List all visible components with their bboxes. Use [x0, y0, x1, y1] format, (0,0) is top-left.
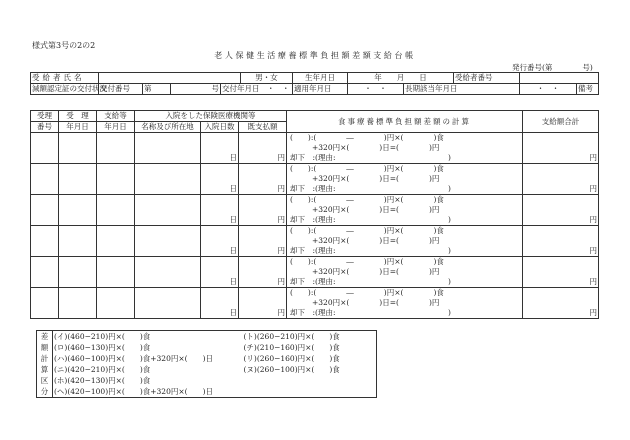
- yen-unit: 円: [277, 277, 285, 286]
- row-receipt-date-field[interactable]: [59, 257, 97, 288]
- diff-label-char: 計: [37, 353, 53, 364]
- diff-label-char: 差: [37, 331, 53, 343]
- yen-unit: 円: [589, 215, 597, 224]
- table-row: [31, 195, 599, 226]
- row-days-field[interactable]: [201, 226, 239, 257]
- calc-line-meals: ( ):( ― )円×( )食: [290, 226, 444, 235]
- row-total-field[interactable]: [523, 257, 599, 288]
- diff-calc-table: [36, 330, 377, 398]
- calc-line-reject: 却下 :(理由: ): [290, 153, 451, 162]
- recipient-header-table: [30, 72, 599, 95]
- col-calc: 食事療養標準負担額差額の計算: [287, 111, 523, 133]
- calc-line-meals: ( ):( ― )円×( )食: [290, 133, 444, 142]
- row-number-field[interactable]: [31, 288, 59, 319]
- diff-left-item[interactable]: (イ)(460−210)円×( )食: [53, 331, 243, 343]
- row-paid-field[interactable]: [239, 226, 287, 257]
- cert-status-label: 減額認定証の交付状況: [32, 84, 107, 93]
- diff-right-item[interactable]: (ト)(260−210)円×( )食: [243, 331, 377, 343]
- day-unit: 日: [229, 308, 237, 317]
- table-row: [31, 226, 599, 257]
- col-days: 入院日数: [201, 122, 239, 133]
- row-hospital-field[interactable]: [135, 257, 201, 288]
- yen-unit: 円: [277, 215, 285, 224]
- diff-left-item[interactable]: (ホ)(420−130)円×( )食: [53, 375, 243, 386]
- col-hospital-group: 入院をした保険医療機関等: [135, 111, 287, 122]
- diff-label-char: 区: [37, 375, 53, 386]
- diff-left-item[interactable]: (ニ)(420−210)円×( )食: [53, 364, 243, 375]
- payment-ledger-table: [30, 110, 599, 319]
- table-row: [31, 257, 599, 288]
- calc-line-days: +320円×( )日=( )円: [312, 298, 440, 307]
- yen-unit: 円: [589, 184, 597, 193]
- diff-row: [37, 353, 377, 364]
- birthdate-label: 生年月日: [293, 73, 348, 84]
- row-hospital-field[interactable]: [135, 226, 201, 257]
- recipient-name-label: 受給者氏名: [31, 73, 99, 84]
- row-paid-field[interactable]: [239, 195, 287, 226]
- calc-line-reject: 却下 :(理由: ): [290, 246, 451, 255]
- recipient-name-field[interactable]: [99, 73, 241, 84]
- col-total: 支給額合計: [523, 111, 599, 133]
- issue-number-label: 交付番号: [99, 84, 143, 95]
- row-pay-date-field[interactable]: [97, 226, 135, 257]
- apply-date-label: 適用年月日: [293, 84, 348, 95]
- row-total-field[interactable]: [523, 226, 599, 257]
- diff-left-item[interactable]: (ヘ)(420−100)円×( )食+320円×( )日: [53, 386, 243, 398]
- row-number-field[interactable]: [31, 164, 59, 195]
- day-unit: 日: [229, 215, 237, 224]
- calc-line-days: +320円×( )日=( )円: [312, 205, 440, 214]
- calc-line-days: +320円×( )日=( )円: [312, 174, 440, 183]
- row-calc-cell[interactable]: [287, 164, 523, 195]
- row-number-field[interactable]: [31, 195, 59, 226]
- row-days-field[interactable]: [201, 133, 239, 164]
- row-calc-cell[interactable]: [287, 257, 523, 288]
- col-pay-etc: 支給等: [97, 111, 135, 122]
- yen-unit: 円: [277, 184, 285, 193]
- day-unit: 日: [229, 184, 237, 193]
- row-total-field[interactable]: [523, 164, 599, 195]
- row-hospital-field[interactable]: [135, 164, 201, 195]
- row-days-field[interactable]: [201, 195, 239, 226]
- calc-line-reject: 却下 :(理由: ): [290, 215, 451, 224]
- diff-row: [37, 386, 377, 398]
- yen-unit: 円: [589, 308, 597, 317]
- apply-date-field[interactable]: ・ ・: [348, 84, 404, 95]
- row-paid-field[interactable]: [239, 164, 287, 195]
- page-title: 老人保健生活療養標準負担額差額支給台帳: [214, 51, 416, 60]
- issue-number-field[interactable]: 号: [171, 84, 221, 95]
- col-pay-ymd: 年月日: [97, 122, 135, 133]
- row-pay-date-field[interactable]: [97, 257, 135, 288]
- calc-line-reject: 却下 :(理由: ): [290, 277, 451, 286]
- diff-right-item[interactable]: (ヌ)(260−100)円×( )食: [243, 364, 377, 375]
- row-receipt-date-field[interactable]: [59, 226, 97, 257]
- yen-unit: 円: [277, 308, 285, 317]
- row-number-field[interactable]: [31, 133, 59, 164]
- diff-label-char: 分: [37, 386, 53, 398]
- table-row: [31, 288, 599, 319]
- diff-row: [37, 375, 377, 386]
- yen-unit: 円: [277, 153, 285, 162]
- row-hospital-field[interactable]: [135, 288, 201, 319]
- calc-line-reject: 却下 :(理由: ): [290, 184, 451, 193]
- row-calc-cell[interactable]: [287, 133, 523, 164]
- form-number: 様式第3号の2の2: [32, 41, 96, 50]
- diff-row: [37, 331, 377, 343]
- diff-row: [37, 342, 377, 353]
- row-paid-field[interactable]: [239, 257, 287, 288]
- diff-left-item[interactable]: (ロ)(460−130)円×( )食: [53, 342, 243, 353]
- issue-date-label: 交付年月日 ・ ・: [221, 84, 293, 95]
- calc-line-meals: ( ):( ― )円×( )食: [290, 257, 444, 266]
- row-days-field[interactable]: [201, 288, 239, 319]
- day-unit: 日: [229, 153, 237, 162]
- col-receipt-ymd: 年月日: [59, 122, 97, 133]
- remarks-label: 備考: [577, 84, 599, 95]
- calc-line-days: +320円×( )日=( )円: [312, 236, 440, 245]
- diff-right-item[interactable]: [243, 375, 377, 386]
- issue-number: 発行番号(第 号): [512, 63, 593, 72]
- long-stay-date-field[interactable]: ・ ・: [520, 84, 577, 95]
- col-paid: 既支払額: [239, 122, 287, 133]
- row-receipt-date-field[interactable]: [59, 195, 97, 226]
- calc-line-meals: ( ):( ― )円×( )食: [290, 195, 444, 204]
- table-row: [31, 164, 599, 195]
- col-receipt2: 受 理: [59, 111, 97, 122]
- row-number-field[interactable]: [31, 257, 59, 288]
- calc-line-meals: ( ):( ― )円×( )食: [290, 288, 444, 297]
- recipient-number-label: 受給者番号: [454, 73, 520, 84]
- diff-label-char: 額: [37, 342, 53, 353]
- row-total-field[interactable]: [523, 195, 599, 226]
- row-calc-cell[interactable]: [287, 288, 523, 319]
- recipient-number-field[interactable]: [520, 73, 599, 84]
- calc-line-meals: ( ):( ― )円×( )食: [290, 164, 444, 173]
- row-receipt-date-field[interactable]: [59, 164, 97, 195]
- row-paid-field[interactable]: [239, 288, 287, 319]
- row-calc-cell[interactable]: [287, 226, 523, 257]
- row-days-field[interactable]: [201, 257, 239, 288]
- row-pay-date-field[interactable]: [97, 164, 135, 195]
- birthdate-field[interactable]: 年 月 日: [348, 73, 454, 84]
- dai-label: 第: [143, 84, 171, 95]
- row-pay-date-field[interactable]: [97, 195, 135, 226]
- row-days-field[interactable]: [201, 164, 239, 195]
- diff-right-item[interactable]: (リ)(260−160)円×( )食: [243, 353, 377, 364]
- col-name-location: 名称及び所在地: [135, 122, 201, 133]
- diff-row: [37, 364, 377, 375]
- diff-right-item[interactable]: (チ)(210−160)円×( )食: [243, 342, 377, 353]
- row-total-field[interactable]: [523, 288, 599, 319]
- diff-right-item[interactable]: [243, 386, 377, 398]
- calc-line-days: +320円×( )日=( )円: [312, 143, 440, 152]
- row-paid-field[interactable]: [239, 133, 287, 164]
- row-pay-date-field[interactable]: [97, 133, 135, 164]
- yen-unit: 円: [589, 277, 597, 286]
- col-receipt: 受理: [31, 111, 59, 122]
- row-hospital-field[interactable]: [135, 133, 201, 164]
- yen-unit: 円: [589, 153, 597, 162]
- row-hospital-field[interactable]: [135, 195, 201, 226]
- row-number-field[interactable]: [31, 226, 59, 257]
- table-row: [31, 133, 599, 164]
- gender-label: 男・女: [241, 73, 293, 84]
- diff-left-item[interactable]: (ハ)(460−100)円×( )食+320円×( )日: [53, 353, 243, 364]
- yen-unit: 円: [589, 246, 597, 255]
- day-unit: 日: [229, 246, 237, 255]
- row-receipt-date-field[interactable]: [59, 133, 97, 164]
- row-pay-date-field[interactable]: [97, 288, 135, 319]
- row-total-field[interactable]: [523, 133, 599, 164]
- col-number: 番号: [31, 122, 59, 133]
- yen-unit: 円: [277, 246, 285, 255]
- calc-line-days: +320円×( )日=( )円: [312, 267, 440, 276]
- day-unit: 日: [229, 277, 237, 286]
- diff-label-char: 算: [37, 364, 53, 375]
- row-receipt-date-field[interactable]: [59, 288, 97, 319]
- row-calc-cell[interactable]: [287, 195, 523, 226]
- calc-line-reject: 却下 :(理由: ): [290, 308, 451, 317]
- long-stay-date-label: 長期該当年月日: [404, 84, 520, 95]
